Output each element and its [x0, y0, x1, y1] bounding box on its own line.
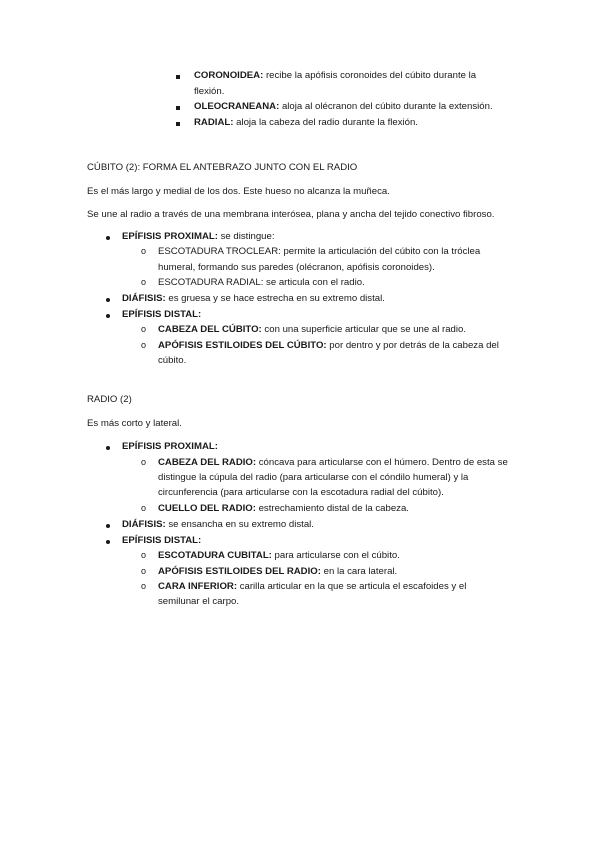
- term: CABEZA DEL RADIO:: [158, 457, 257, 468]
- bullet-icon: [106, 298, 110, 302]
- item-text: aloja la cabeza del radio durante la flexión.: [233, 117, 418, 128]
- sub-list-item: ESCOTADURA RADIAL: se articula con el radio.: [158, 277, 365, 288]
- term: CUELLO DEL RADIO:: [158, 503, 256, 514]
- square-bullet-icon: [176, 122, 180, 126]
- item-text: en la cara lateral.: [320, 566, 398, 577]
- section-heading-cubito: CÚBITO (2): FORMA EL ANTEBRAZO JUNTO CON EL RADIO: [87, 162, 358, 173]
- circle-bullet-icon: o: [141, 550, 147, 560]
- item-continuation: flexión.: [194, 86, 225, 97]
- circle-bullet-icon: o: [141, 581, 147, 591]
- term: DIÁFISIS:: [122, 293, 166, 304]
- term: ESCOTADURA CUBITAL:: [158, 550, 272, 561]
- item-text: aloja al olécranon del cúbito durante la extensión.: [279, 101, 493, 112]
- item-text: estrechamiento distal de la cabeza.: [255, 503, 409, 514]
- bullet-icon: [106, 236, 110, 240]
- item-text: para articularse con el cúbito.: [271, 550, 400, 561]
- term: EPÍFISIS DISTAL:: [122, 535, 202, 546]
- item-continuation: cúbito.: [158, 355, 187, 366]
- sub-list-item: [158, 579, 466, 595]
- term: APÓFISIS ESTILOIDES DEL CÚBITO:: [158, 340, 327, 351]
- bullet-icon: [106, 446, 110, 450]
- term: CABEZA DEL CÚBITO:: [158, 324, 262, 335]
- bullet-icon: [106, 314, 110, 318]
- item-text: se distingue:: [217, 231, 275, 242]
- item-text: cóncava para articularse con el húmero. Dentro de esta se: [256, 457, 508, 468]
- paragraph: Es más corto y lateral.: [87, 418, 182, 429]
- sub-list-item: [158, 455, 508, 471]
- item-text: recibe la apófisis coronoides del cúbito durante la: [263, 70, 477, 81]
- item-text: con una superficie articular que se une al radio.: [261, 324, 467, 335]
- circle-bullet-icon: o: [141, 277, 147, 287]
- sub-list-item: [158, 338, 499, 354]
- item-text: es gruesa y se hace estrecha en su extremo distal.: [165, 293, 385, 304]
- circle-bullet-icon: o: [141, 340, 147, 350]
- circle-bullet-icon: o: [141, 457, 147, 467]
- square-bullet-icon: [176, 75, 180, 79]
- list-item: [122, 307, 201, 323]
- sub-list-item: ESCOTADURA TROCLEAR: permite la articulación del cúbito con la tróclea: [158, 246, 481, 257]
- term: EPÍFISIS PROXIMAL:: [122, 231, 218, 242]
- item-text: carilla articular en la que se articula el escafoides y el: [237, 581, 467, 592]
- paragraph: Es el más largo y medial de los dos. Este hueso no alcanza la muñeca.: [87, 186, 390, 197]
- term: EPÍFISIS PROXIMAL:: [122, 441, 218, 452]
- term: EPÍFISIS DISTAL:: [122, 309, 202, 320]
- item-continuation: humeral, formando sus paredes (olécranon, apófisis coronoides).: [158, 262, 435, 273]
- bullet-icon: [106, 540, 110, 544]
- term: CORONOIDEA:: [194, 70, 264, 81]
- item-text: se ensancha en su extremo distal.: [165, 519, 314, 530]
- list-item: [194, 99, 493, 115]
- item-continuation: distingue la cúpula del radio (para articularse con el cóndilo humeral) y la: [158, 472, 469, 483]
- list-item: [122, 533, 201, 549]
- term: APÓFISIS ESTILOIDES DEL RADIO:: [158, 566, 321, 577]
- term: DIÁFISIS:: [122, 519, 166, 530]
- item-continuation: circunferencia (para articularse con la escotadura radial del cúbito).: [158, 487, 444, 498]
- circle-bullet-icon: o: [141, 324, 147, 334]
- circle-bullet-icon: o: [141, 566, 147, 576]
- list-item: [122, 229, 275, 245]
- item-continuation: semilunar el carpo.: [158, 596, 240, 607]
- list-item: [122, 291, 385, 307]
- list-item: [122, 439, 218, 455]
- term: OLEOCRANEANA:: [194, 101, 280, 112]
- list-item: [194, 68, 476, 84]
- sub-list-item: [158, 564, 397, 580]
- sub-list-item: [158, 501, 409, 517]
- circle-bullet-icon: o: [141, 246, 147, 256]
- square-bullet-icon: [176, 106, 180, 110]
- section-heading-radio: RADIO (2): [87, 394, 132, 405]
- bullet-icon: [106, 524, 110, 528]
- list-item: [122, 517, 314, 533]
- paragraph: Se une al radio a través de una membrana interósea, plana y ancha del tejido conectivo fibroso.: [87, 209, 495, 220]
- list-item: [194, 115, 418, 131]
- sub-list-item: [158, 322, 466, 338]
- term: CARA INFERIOR:: [158, 581, 238, 592]
- item-text: por dentro y por detrás de la cabeza del: [326, 340, 499, 351]
- term: RADIAL:: [194, 117, 234, 128]
- sub-list-item: [158, 548, 400, 564]
- circle-bullet-icon: o: [141, 503, 147, 513]
